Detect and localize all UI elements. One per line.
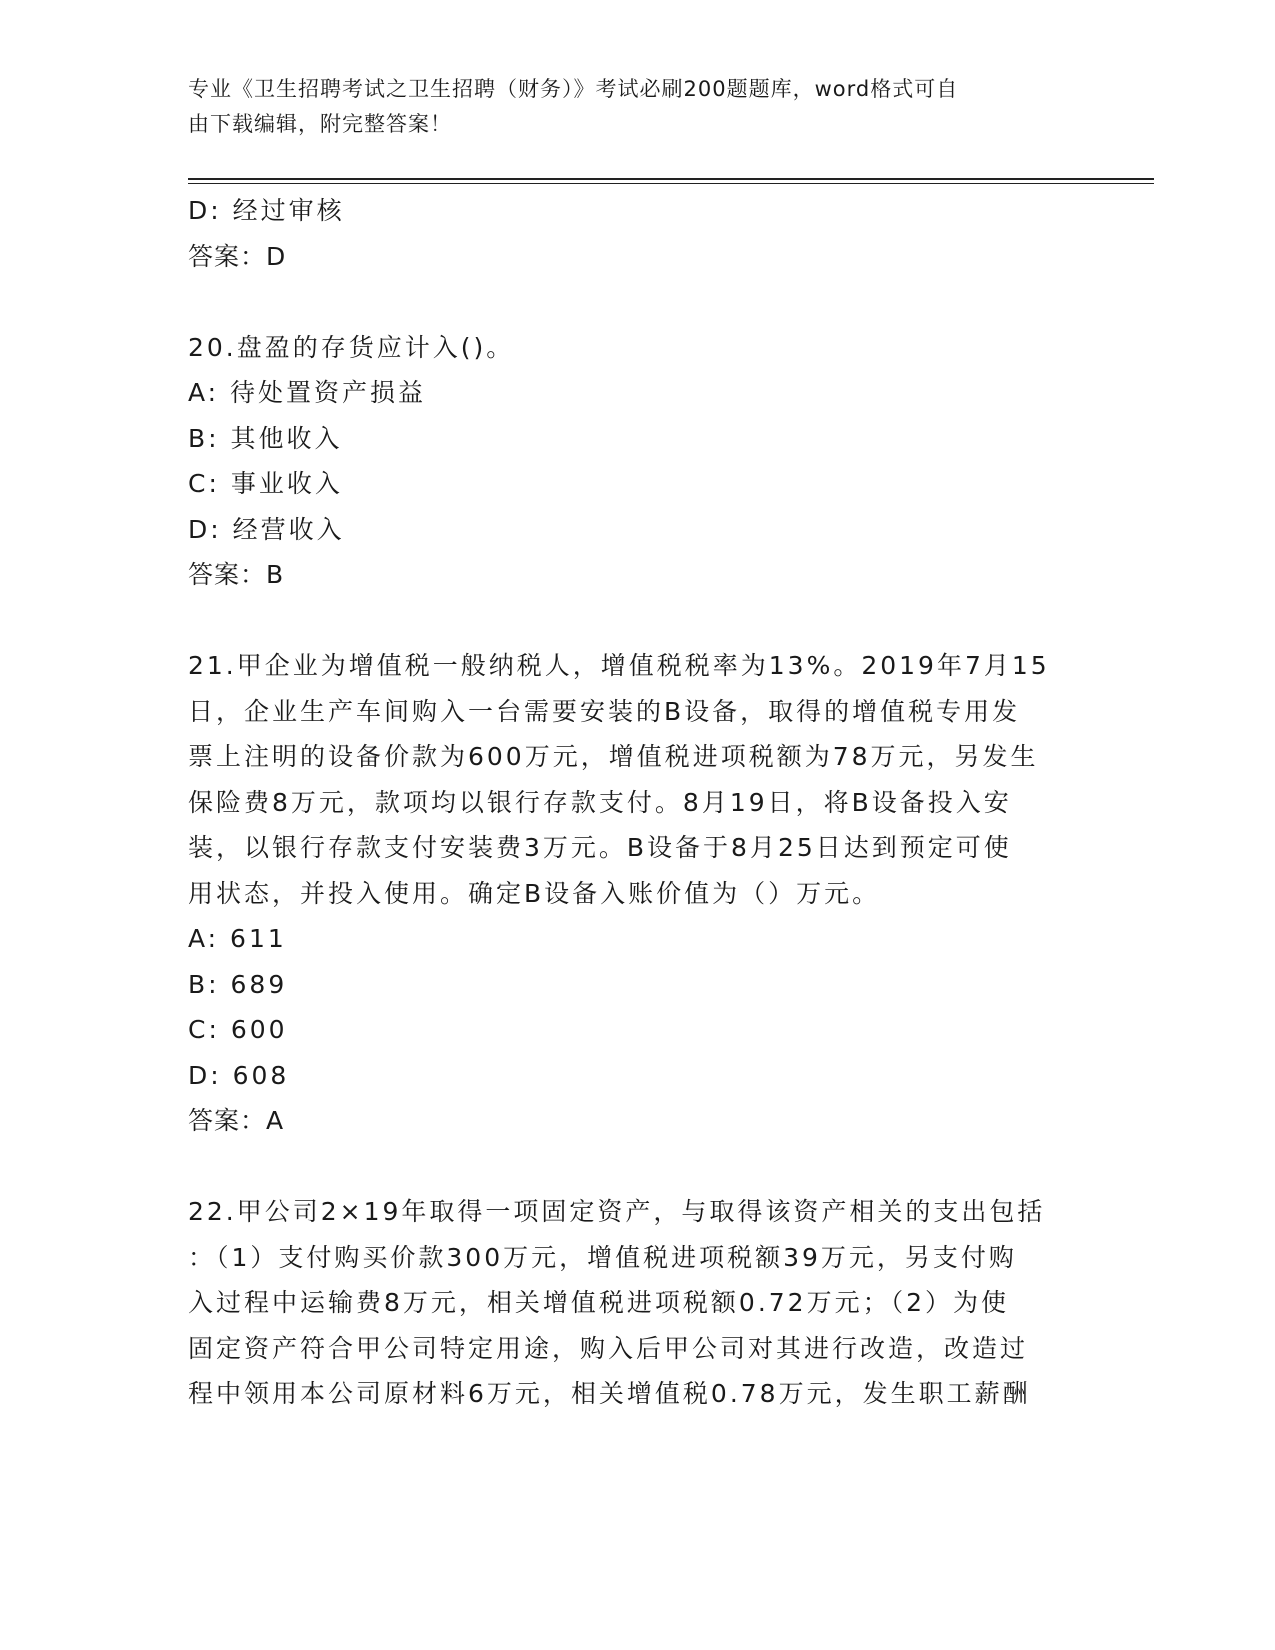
q20-answer: 答案：B bbox=[188, 560, 285, 589]
spacer bbox=[188, 1144, 1088, 1190]
q21-stem-line: 日，企业生产车间购入一台需要安装的B设备，取得的增值税专用发 bbox=[188, 696, 1021, 726]
spacer bbox=[188, 598, 1088, 644]
q21-option-a: A: 611 bbox=[188, 924, 287, 953]
q21-stem-line: 票上注明的设备价款为600万元，增值税进项税额为78万元，另发生 bbox=[188, 742, 1039, 771]
header-rule-thin bbox=[188, 183, 1154, 184]
header-rule-thick bbox=[188, 178, 1154, 180]
q20-option-d: D: 经营收入 bbox=[188, 514, 345, 544]
q22-stem-line: ：（1）支付购买价款300万元，增值税进项税额39万元，另支付购 bbox=[188, 1242, 1017, 1272]
q21-answer: 答案：A bbox=[188, 1106, 285, 1135]
q21-stem-line: 装，以银行存款支付安装费3万元。B设备于8月25日达到预定可使 bbox=[188, 833, 1012, 862]
spacer bbox=[188, 279, 1088, 325]
q21-stem-line: 保险费8万元，款项均以银行存款支付。8月19日，将B设备投入安 bbox=[188, 787, 1012, 817]
header-line-1: 专业《卫生招聘考试之卫生招聘（财务）》考试必刷200题题库，word格式可自 bbox=[188, 77, 959, 101]
q21-option-d: D: 608 bbox=[188, 1060, 290, 1090]
q22-stem-line: 入过程中运输费8万元，相关增值税进项税额0.72万元；（2）为使 bbox=[188, 1288, 1009, 1317]
q21-stem-line: 用状态，并投入使用。确定B设备入账价值为（）万元。 bbox=[188, 878, 881, 908]
q20-option-b: B: 其他收入 bbox=[188, 423, 343, 453]
q22-stem-line: 固定资产符合甲公司特定用途，购入后甲公司对其进行改造，改造过 bbox=[188, 1333, 1029, 1363]
q20-option-c: C: 事业收入 bbox=[188, 469, 343, 498]
document-header bbox=[188, 72, 1068, 142]
q21-stem-line: 21.甲企业为增值税一般纳税人，增值税税率为13%。2019年7月15 bbox=[188, 651, 1050, 680]
q20-option-a: A: 待处置资产损益 bbox=[188, 378, 427, 407]
q22-stem-line: 程中领用本公司原材料6万元，相关增值税0.78万元，发生职工薪酬 bbox=[188, 1379, 1031, 1408]
q22-stem-line: 22.甲公司2×19年取得一项固定资产，与取得该资产相关的支出包括 bbox=[188, 1197, 1046, 1226]
q19-answer: 答案：D bbox=[188, 241, 287, 271]
q21-option-c: C: 600 bbox=[188, 1015, 288, 1044]
q21-option-b: B: 689 bbox=[188, 969, 288, 999]
document-body bbox=[188, 188, 1088, 1417]
q20-stem: 20.盘盈的存货应计入()。 bbox=[188, 332, 515, 362]
q19-option-d: D: 经过审核 bbox=[188, 196, 345, 225]
header-line-2: 由下载编辑，附完整答案！ bbox=[188, 112, 452, 136]
